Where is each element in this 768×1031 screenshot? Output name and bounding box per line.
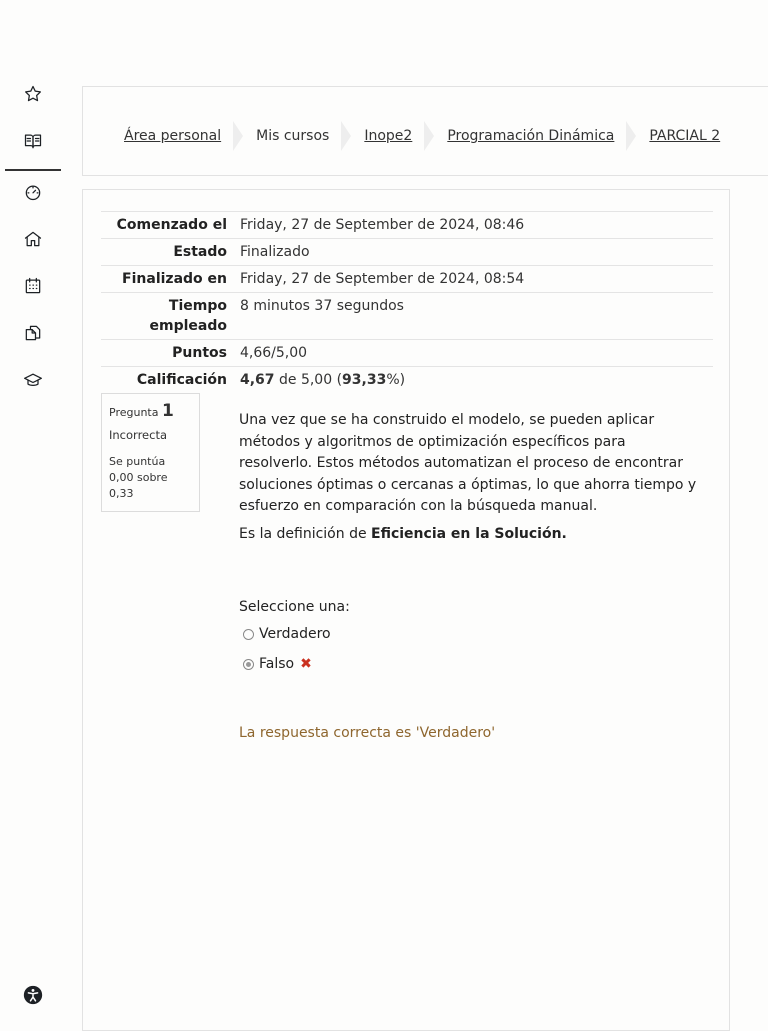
- breadcrumb-item-section[interactable]: Programación Dinámica: [447, 128, 615, 144]
- home-icon: [23, 229, 43, 249]
- answer-prompt: Seleccione una:: [239, 599, 350, 615]
- table-row: [101, 340, 713, 367]
- sidebar-item-courses[interactable]: [14, 125, 52, 157]
- question-info-box: [101, 393, 200, 512]
- calendar-icon: [23, 276, 43, 296]
- quiz-review-card: [82, 189, 730, 1031]
- breadcrumb-separator: [424, 121, 434, 151]
- star-icon: [23, 84, 43, 104]
- table-row: [101, 212, 713, 239]
- breadcrumb-separator: [233, 121, 243, 151]
- question-definition: [239, 526, 567, 542]
- breadcrumb: [124, 121, 720, 151]
- question-number: [109, 401, 174, 421]
- grade-end: %): [386, 372, 406, 388]
- attempt-summary-table: [101, 211, 713, 393]
- grade-score: 4,67: [240, 372, 275, 388]
- breadcrumb-item-mis-cursos[interactable]: Mis cursos: [256, 128, 330, 144]
- sidebar-item-calendar[interactable]: [14, 270, 52, 302]
- option-label: Verdadero: [259, 626, 331, 642]
- option-label: Falso: [259, 656, 295, 672]
- table-row: [101, 239, 713, 266]
- question-text: Una vez que se ha construido el modelo, se pueden aplicar métodos y algoritmos de optimización específicos para resolverlo. Estos métodos automatizan el proceso de encontrar soluciones óptimas o cercanas a óptimas, lo que ahorra tiempo y esfuerzo en comparación con la búsqueda manual.: [239, 412, 697, 514]
- definition-prefix: Es la definición de: [239, 526, 372, 542]
- accessibility-icon[interactable]: [23, 985, 43, 1005]
- question-state: Incorrecta: [109, 428, 167, 442]
- question-label: Pregunta: [109, 406, 159, 419]
- grade-percent: 93,33: [342, 372, 387, 388]
- sidebar-item-dashboard[interactable]: [14, 176, 52, 208]
- sidebar-item-home[interactable]: [14, 223, 52, 255]
- sidebar-nav: [0, 0, 66, 1024]
- grade-value: [234, 367, 713, 394]
- started-value: Friday, 27 de September de 2024, 08:46: [234, 212, 713, 239]
- correct-answer-feedback: La respuesta correcta es 'Verdadero': [239, 725, 496, 741]
- radio-button-checked[interactable]: [243, 659, 254, 670]
- finished-value: Friday, 27 de September de 2024, 08:54: [234, 266, 713, 293]
- breadcrumb-bar: [82, 86, 768, 176]
- dashboard-gauge-icon: [23, 182, 43, 202]
- table-row: [101, 367, 713, 394]
- table-row: [101, 266, 713, 293]
- state-value: Finalizado: [234, 239, 713, 266]
- question-grade: Se puntúa 0,00 sobre 0,33: [109, 455, 168, 500]
- breadcrumb-separator: [626, 121, 636, 151]
- breadcrumb-item-area-personal[interactable]: Área personal: [124, 128, 222, 144]
- points-value: 4,66/5,00: [234, 340, 713, 367]
- grade-label: Calificación: [101, 367, 234, 394]
- option-verdadero[interactable]: [243, 626, 331, 642]
- grade-mid: de 5,00 (: [274, 372, 343, 388]
- state-label: Estado: [101, 239, 234, 266]
- graduation-cap-icon: [23, 370, 43, 390]
- sidebar-item-starred[interactable]: [14, 78, 52, 110]
- points-label: Puntos: [101, 340, 234, 367]
- started-label: Comenzado el: [101, 212, 234, 239]
- finished-label: Finalizado en: [101, 266, 234, 293]
- option-falso[interactable]: [243, 656, 312, 672]
- question-number-value: 1: [161, 401, 174, 421]
- sidebar-item-files[interactable]: [14, 317, 52, 349]
- sidebar-item-grades[interactable]: [14, 364, 52, 396]
- breadcrumb-item-quiz[interactable]: PARCIAL 2: [649, 128, 721, 144]
- files-icon: [23, 323, 43, 343]
- book-open-icon: [23, 131, 43, 151]
- radio-button[interactable]: [243, 629, 254, 640]
- incorrect-x-icon: ✖: [300, 656, 312, 672]
- breadcrumb-item-course[interactable]: Inope2: [364, 128, 413, 144]
- table-row: [101, 293, 713, 340]
- sidebar-active-indicator: [5, 169, 61, 171]
- time-value: 8 minutos 37 segundos: [234, 293, 713, 340]
- definition-term: Eficiencia en la Solución.: [371, 526, 567, 542]
- breadcrumb-separator: [341, 121, 351, 151]
- time-label: Tiempo empleado: [101, 293, 234, 340]
